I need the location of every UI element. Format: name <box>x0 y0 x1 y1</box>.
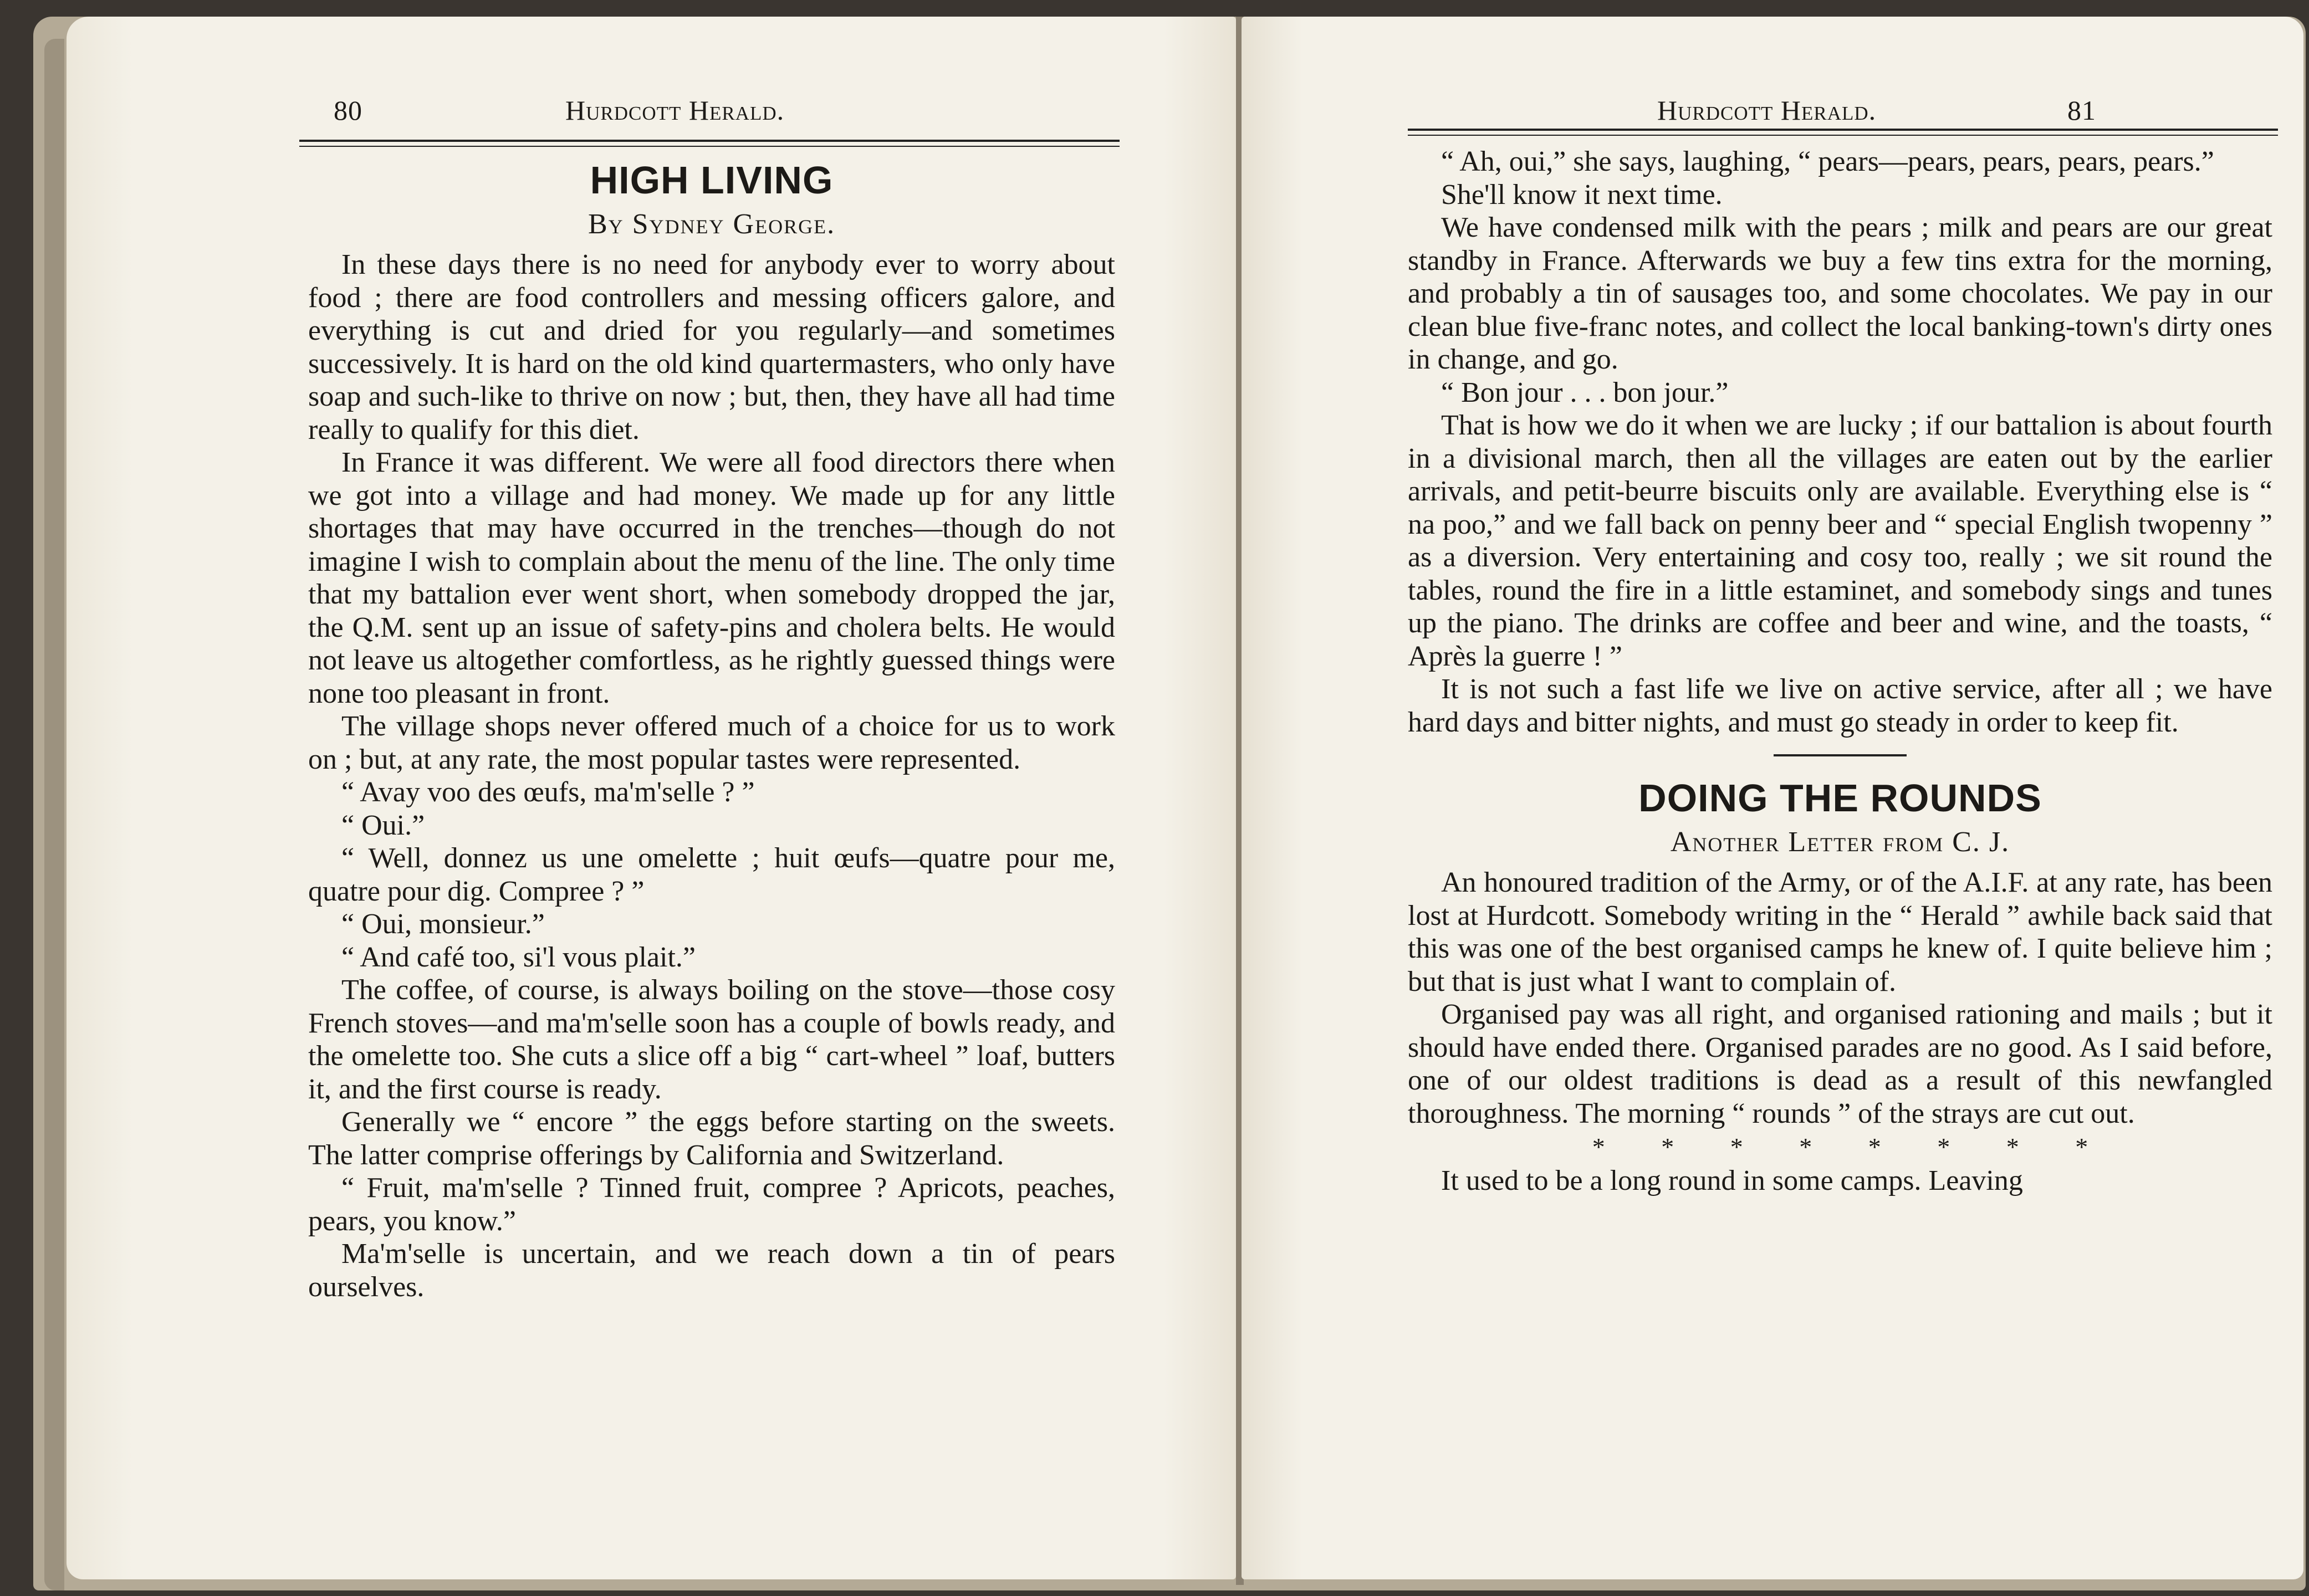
header-rule-right <box>1408 129 2278 136</box>
book-edge <box>44 39 64 1590</box>
article-byline: By Sydney George. <box>588 208 836 240</box>
paragraph: Organised pay was all right, and organised rationing and mails ; but it should have ended there. Organised parades are no good. As I said before, one of our oldest traditions is dead as a result of this newfangled thoroughness. The morning “ rounds ” of the strays are cut out. <box>1408 999 2272 1129</box>
article-title: HIGH LIVING <box>590 158 834 202</box>
paragraph: It used to be a long round in some camps. Leaving <box>1441 1165 2023 1196</box>
section-divider <box>1774 754 1907 756</box>
dialogue-line: “ Oui, monsieur.” <box>341 908 545 940</box>
paragraph: Ma'm'selle is uncertain, and we reach down a tin of pears ourselves. <box>308 1238 1115 1303</box>
paragraph: An honoured tradition of the Army, or of the A.I.F. at any rate, has been lost at Hurdcott. Somebody writing in the “ Herald ” awhile back said that this was one of the best organised camps he knew of. I quite believe him ; but that is just what I want to complain of. <box>1408 867 2272 998</box>
paragraph: In these days there is no need for anybody ever to worry about food ; there are food controllers and messing officers galore, and everything is cut and dried for you regularly—and sometimes successively. It is hard on the old kind quartermasters, who only have soap and such-like to thrive on now ; but, then, they have all had time really to qualify for this diet. <box>308 249 1115 446</box>
article-byline: Another Letter from C. J. <box>1670 826 2010 858</box>
left-page <box>67 17 1236 1579</box>
dialogue-line: “ Avay voo des œufs, ma'm'selle ? ” <box>341 776 755 808</box>
paragraph: We have condensed milk with the pears ; milk and pears are our great standby in France. Afterwards we buy a few tins extra for the morning, and probably a tin of sausages too, and some chocolates. We pay in our clean blue five-franc notes, and collect the local banking-town's dirty ones in change, and go. <box>1408 212 2272 375</box>
dialogue-line: “ Bon jour . . . bon jour.” <box>1441 376 1729 408</box>
dialogue-line: “ Oui.” <box>341 809 425 841</box>
paragraph: That is how we do it when we are lucky ; if our battalion is about fourth in a divisional march, then all the villages are eaten out by the earlier arrivals, and petit-beurre biscuits only are available. Everything else is “ na poo,” and we fall back on penny beer and “ special English twopenny ” as a diversion. Very entertaining and cosy too, really ; we sit round the tables, round the fire in a little estaminet, and somebody sings and tunes up the piano. The drinks are coffee and beer and wine, and the toasts, “ Après la guerre ! ” <box>1408 410 2272 672</box>
paragraph: The village shops never offered much of a choice for us to work on ; but, at any rate, the most popular tastes were represented. <box>308 710 1115 775</box>
dialogue-line: “ And café too, si'l vous plait.” <box>341 941 696 973</box>
paragraph: She'll know it next time. <box>1441 178 1723 211</box>
left-column <box>308 155 1115 1303</box>
dialogue-line: “ Ah, oui,” she says, laughing, “ pears—pears, pears, pears, pears.” <box>1441 146 2214 177</box>
page-number-right: 81 <box>2067 95 2096 126</box>
right-column <box>1408 145 2272 1198</box>
dialogue-line: “ Fruit, ma'm'selle ? Tinned fruit, compree ? Apricots, peaches, pears, you know.” <box>308 1172 1115 1237</box>
article-title: DOING THE ROUNDS <box>1638 776 2042 820</box>
right-page <box>1242 17 2303 1579</box>
dialogue-line: “ Well, donnez us une omelette ; huit œufs—quatre pour me, quatre pour dig. Compree ? ” <box>308 842 1115 907</box>
paragraph: In France it was different. We were all food directors there when we got into a village and had money. We made up for any little shortages that may have occurred in the trenches—though do not imagine I wish to complain about the menu of the line. The only time that my battalion ever went short, when somebody dropped the jar, the Q.M. sent up an issue of safety-pins and cholera belts. He would not leave us altogether comfortless, as he rightly guessed things were none too pleasant in front. <box>308 447 1115 709</box>
paragraph: Generally we “ encore ” the eggs before starting on the sweets. The latter comprise offerings by California and Switzerland. <box>308 1106 1115 1171</box>
running-head-right: Hurdcott Herald. <box>1657 95 1877 126</box>
section-break-stars: * * * * * * * * <box>1592 1133 2088 1161</box>
header-rule-left <box>299 140 1120 147</box>
page-number-left: 80 <box>334 95 362 126</box>
paragraph: The coffee, of course, is always boiling on the stove—those cosy French stoves—and ma'm'selle soon has a couple of bowls ready, and the omelette too. She cuts a slice off a big “ cart-wheel ” loaf, butters it, and the first course is ready. <box>308 974 1115 1105</box>
paragraph: It is not such a fast life we live on active service, after all ; we have hard days and bitter nights, and must go steady in order to keep fit. <box>1408 673 2272 738</box>
book-spread <box>33 17 2306 1590</box>
running-head-left: Hurdcott Herald. <box>565 95 785 126</box>
